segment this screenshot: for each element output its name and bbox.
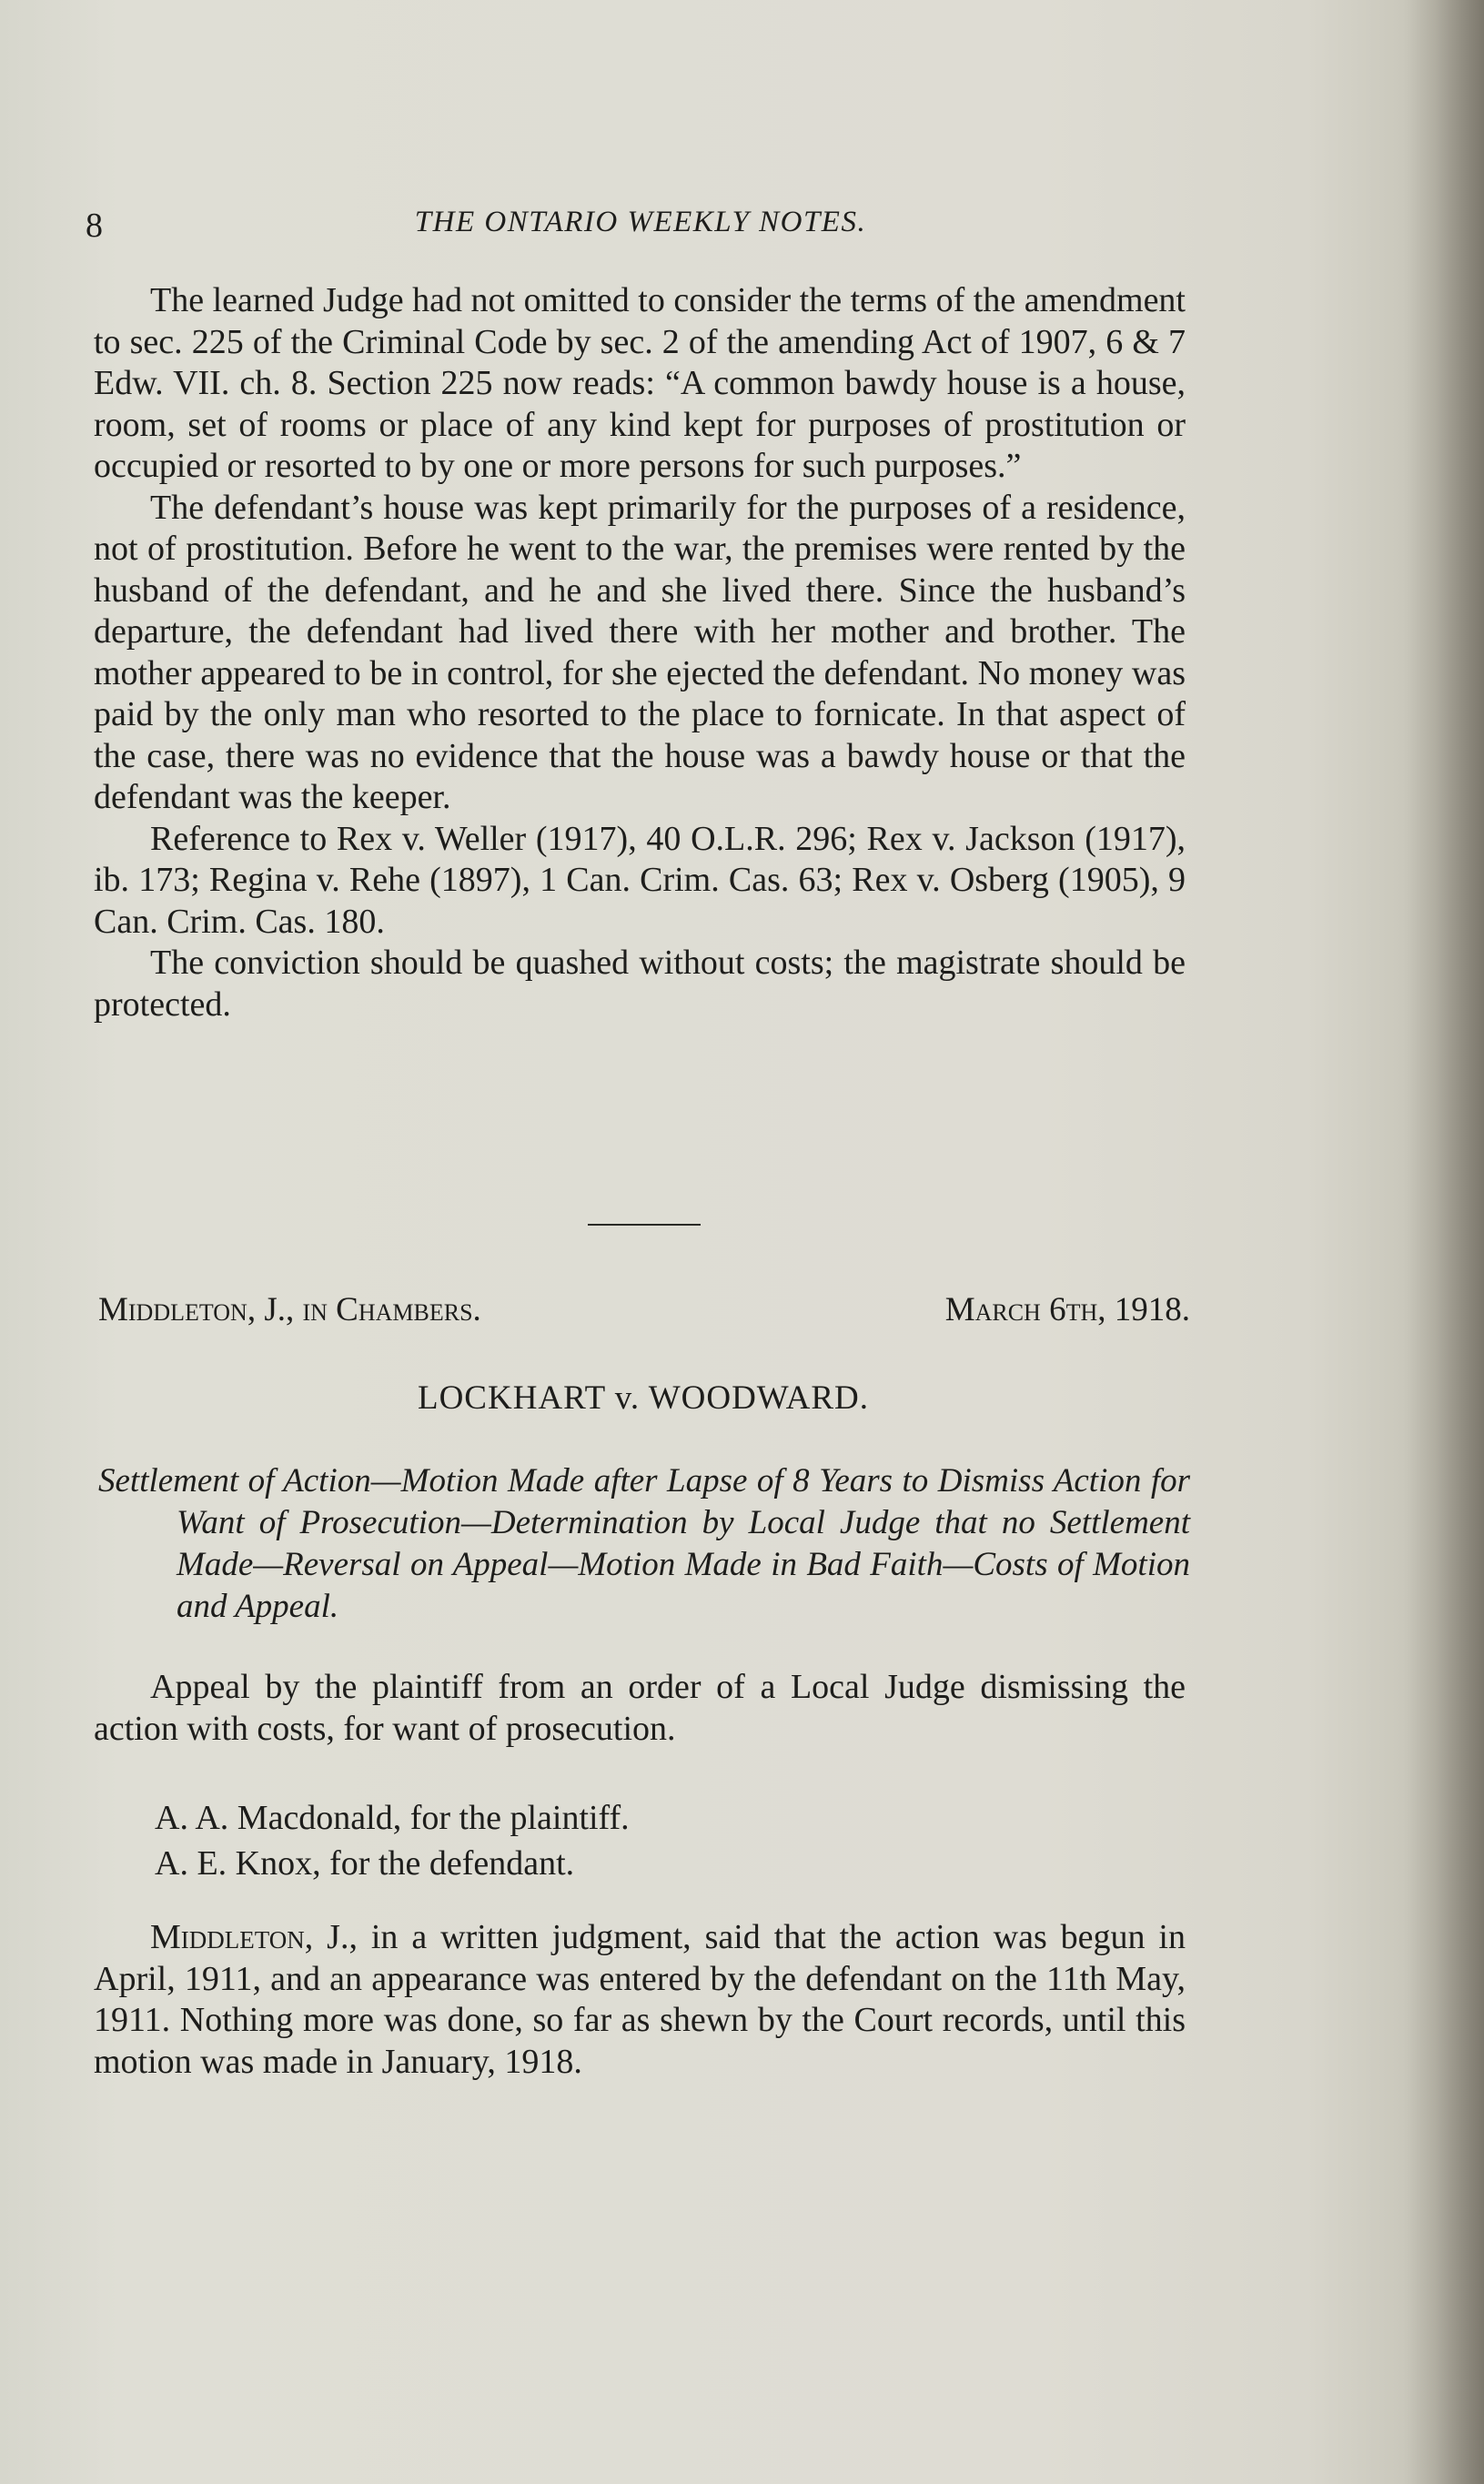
judge-line: Middleton, J., in Chambers. [98,1291,481,1328]
case-headnote: Settlement of Action—Motion Made after Lapse of 8 Years to Dismiss Action for Want of Prosecution—Determination by Local Judge that no Settlement Made—Reversal on Appeal—Motion Made in Bad Faith—Costs of Motion and Appeal. [98,1462,1190,1625]
counsel-defendant: A. E. Knox, for the defendant. [155,1844,575,1883]
counsel-plaintiff: A. A. Macdonald, for the plaintiff. [155,1799,630,1837]
page-header [86,206,1196,251]
section-divider [588,1224,701,1226]
judgment-judge-name: Middleton, J., [150,1918,358,1956]
running-title: THE ONTARIO WEEKLY NOTES. [414,206,867,238]
page-gutter-shadow [1402,0,1484,2484]
paragraph: Reference to Rex v. Weller (1917), 40 O.L.R. 296; Rex v. Jackson (1917), ib. 173; Regina v. Rehe (1897), 1 Can. Crim. Cas. 63; Rex v. Osberg (1905), 9 Can. Crim. Cas. 180. [94,819,1186,941]
judgment-section [94,1917,1186,2083]
judgment-paragraph [94,1917,1186,2083]
paragraph: The defendant’s house was kept primarily for the purposes of a residence, not of prostitution. Before he went to the war, the premises were rented by the husband of the defendant, and he and she lived there. Since the husband’s departure, the defendant had lived there with her mother and brother. The mother appeared to be in control, for she ejected the defendant. No money was paid by the only man who resorted to the place to fornicate. In that aspect of the case, there was no evidence that the house was a bawdy house or that the defendant was the keeper. [94,488,1186,816]
paragraph: The conviction should be quashed without costs; the magistrate should be protected. [94,944,1186,1024]
case-title: LOCKHART v. WOODWARD. [417,1379,869,1417]
case-meta-line [98,1290,1190,1336]
appeal-section [94,1667,1186,1750]
page-number: 8 [86,207,103,245]
judgment-text: in a written judgment, said that the action was begun in April, 1911, and an appearance was entered by the defendant on the 11th May, 1911. Nothing more was done, so far as shewn by the Court records, until this motion was made in January, 1918. [94,1918,1186,2081]
decision-date: March 6th, 1918. [944,1291,1190,1328]
previous-case-body [94,280,1186,1025]
paragraph: The learned Judge had not omitted to consider the terms of the amendment to sec. 225 of the Criminal Code by sec. 2 of the amending Act of 1907, 6 & 7 Edw. VII. ch. 8. Section 225 now reads: “A common bawdy house is a house, room, set of rooms or place of any kind kept for purposes of prostitution or occupied or resorted to by one or more persons for such purposes.” [94,281,1186,485]
counsel-list [155,1795,1156,1886]
appeal-paragraph: Appeal by the plaintiff from an order of a Local Judge dismissing the action with costs, for want of prosecution. [94,1668,1186,1748]
